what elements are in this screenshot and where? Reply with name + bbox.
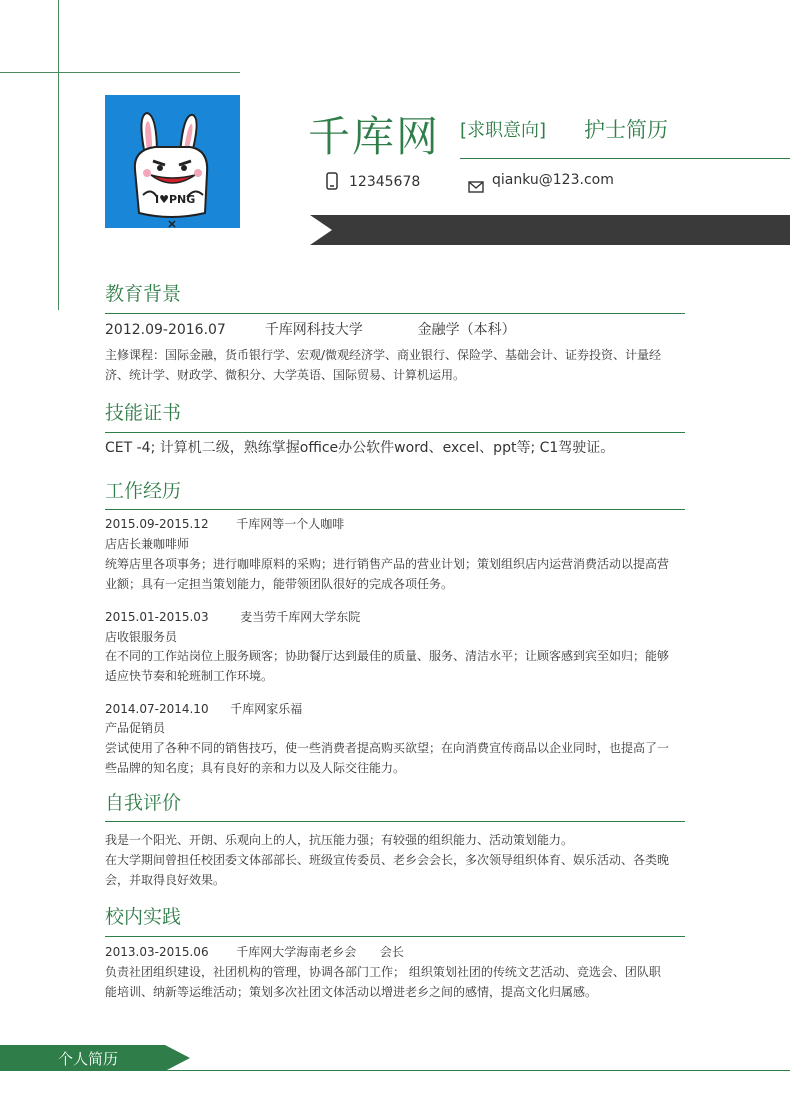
campus-role: 会长 (379, 945, 404, 959)
footer-line (0, 1070, 790, 1071)
section-title-education: 教育背景 (105, 283, 182, 305)
avatar (105, 95, 240, 228)
footer-label: 个人简历 (58, 1050, 119, 1068)
work-company: 千库网家乐福 (230, 702, 303, 716)
section-divider (105, 432, 685, 433)
candidate-name: 千库网 (308, 112, 441, 161)
work-period: 2015.09-2015.12 (105, 517, 209, 531)
work-company: 麦当劳千库网大学东院 (240, 610, 361, 624)
work-description: 尝试使用了各种不同的销售技巧，使一些消费者提高购买欲望；在向消费宣传商品以企业同时，也提高了一些品牌的知名度；具有良好的亲和力以及人际交往能力。 (105, 741, 670, 775)
campus-org: 千库网大学海南老乡会 (236, 945, 357, 959)
education-school: 千库网科技大学 (264, 322, 363, 338)
decorative-horizontal-line (0, 72, 240, 73)
job-intent-label: [求职意向] (460, 120, 547, 141)
education-row (105, 320, 670, 340)
work-company: 千库网等一个人咖啡 (236, 517, 345, 531)
decorative-vertical-line (58, 0, 59, 310)
email-address: qianku@123.com (492, 172, 614, 188)
education-major: 金融学（本科） (417, 322, 516, 338)
mail-icon (468, 178, 484, 197)
section-title-work: 工作经历 (105, 480, 182, 502)
campus-item-header (105, 942, 670, 962)
job-title: 护士简历 (584, 118, 668, 142)
section-divider (105, 936, 685, 937)
work-item-header (105, 699, 670, 719)
work-item-header (105, 514, 670, 534)
skills-text: CET -4; 计算机二级，熟练掌握office办公软件word、excel、ppt等; C1驾驶证。 (105, 440, 615, 456)
work-description: 在不同的工作站岗位上服务顾客；协助餐厅达到最佳的质量、服务、清洁水平；让顾客感到宾至如归；能够适应快节奏和轮班制工作环境。 (105, 649, 670, 683)
section-title-campus: 校内实践 (105, 906, 182, 928)
self-evaluation-line: 在大学期间曾担任校团委文体部部长、班级宣传委员、老乡会会长，多次领导组织体育、娱乐活动、各类晚会，并取得良好效果。 (105, 853, 670, 887)
work-description: 统筹店里各项事务；进行咖啡原料的采购；进行销售产品的营业计划；策划组织店内运营消费活动以提高营业额；具有一定担当策划能力，能带领团队很好的完成各项任务。 (105, 557, 670, 591)
self-evaluation-line: 我是一个阳光、开朗、乐观向上的人，抗压能力强；有较强的组织能力、活动策划能力。 (105, 833, 574, 847)
work-item-header (105, 607, 670, 627)
education-courses: 主修课程：国际金融，货币银行学、宏观/微观经济学、商业银行、保险学、基础会计、证券投资、计量经济、统计学、财政学、微积分、大学英语、国际贸易、计算机运用。 (105, 348, 662, 382)
section-divider (105, 313, 685, 314)
work-period: 2014.07-2014.10 (105, 702, 209, 716)
section-title-self-evaluation: 自我评价 (105, 792, 182, 814)
section-divider (105, 821, 685, 822)
campus-period: 2013.03-2015.06 (105, 945, 209, 959)
phone-number: 12345678 (349, 174, 421, 190)
avatar-shirt-text: I♥PNG (155, 193, 196, 206)
name-underline (460, 158, 790, 159)
campus-description: 负责社团组织建设，社团机构的管理，协调各部门工作； 组织策划社团的传统文艺活动、竞选会、团队职能培训、纳新等运维活动；策划多次社团文体活动以增进老乡之间的感情，提高文化归属感。 (105, 965, 661, 999)
work-role: 店收银服务员 (105, 630, 178, 644)
work-role: 产品促销员 (105, 721, 166, 735)
bunny-avatar-icon (105, 95, 240, 228)
phone-icon (326, 172, 338, 194)
section-title-skills: 技能证书 (105, 402, 182, 424)
work-role: 店店长兼咖啡师 (105, 537, 190, 551)
work-period: 2015.01-2015.03 (105, 610, 209, 624)
education-period: 2012.09-2016.07 (105, 322, 226, 338)
section-divider (105, 509, 685, 510)
header-banner (310, 215, 790, 245)
